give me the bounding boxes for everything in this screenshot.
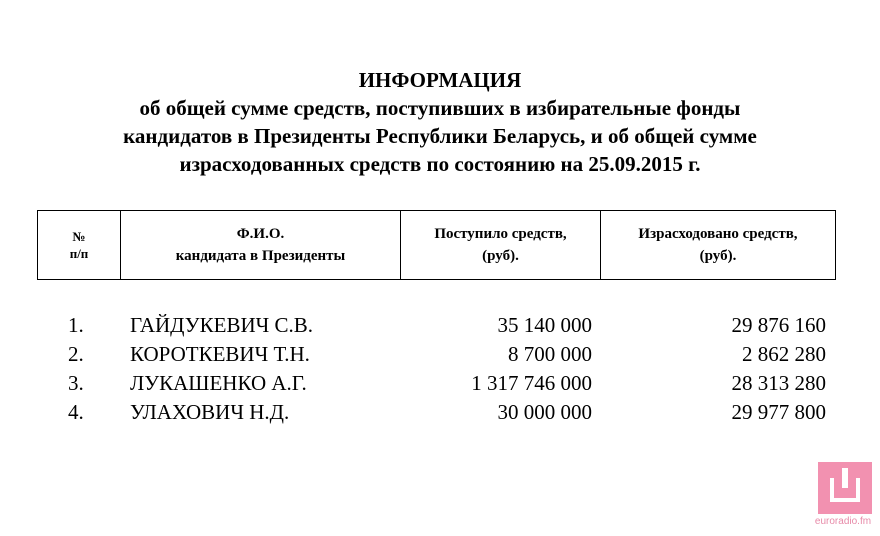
candidate-name: ЛУКАШЕНКО А.Г. — [130, 371, 307, 395]
title-line: об общей сумме средств, поступивших в избирательные фонды — [139, 96, 741, 120]
header-number: № п/п — [38, 211, 121, 280]
candidate-name: УЛАХОВИЧ Н.Д. — [130, 400, 290, 424]
row-number: 3. — [68, 371, 84, 395]
received-amount: 8 700 000 — [508, 342, 592, 366]
table-row — [0, 311, 880, 340]
row-number: 1. — [68, 313, 84, 337]
euroradio-logo-icon — [818, 462, 872, 514]
title-line: кандидатов в Президенты Республики Беларусь, и об общей сумме — [123, 124, 757, 148]
document-title — [0, 66, 880, 178]
received-amount: 30 000 000 — [497, 400, 592, 424]
candidate-name: ГАЙДУКЕВИЧ С.В. — [130, 313, 314, 337]
spent-amount: 29 977 800 — [731, 400, 826, 424]
spent-amount: 2 862 280 — [742, 342, 826, 366]
spent-amount: 29 876 160 — [731, 313, 826, 337]
title-heading: ИНФОРМАЦИЯ — [358, 68, 522, 92]
title-line: израсходованных средств по состоянию на 25.09.2015 г. — [179, 152, 701, 176]
row-number: 2. — [68, 342, 84, 366]
euroradio-logo — [812, 462, 874, 534]
received-amount: 1 317 746 000 — [471, 371, 592, 395]
spent-amount: 28 313 280 — [731, 371, 826, 395]
row-number: 4. — [68, 400, 84, 424]
header-received: Поступило средств, (руб). — [401, 211, 601, 280]
received-amount: 35 140 000 — [497, 313, 592, 337]
table-header — [37, 210, 836, 280]
header-spent: Израсходовано средств, (руб). — [601, 211, 836, 280]
watermark-text: euroradio.fm — [814, 516, 872, 527]
table-row — [0, 369, 880, 398]
table-row — [0, 398, 880, 427]
table-body — [0, 311, 880, 427]
header-name: Ф.И.О. кандидата в Президенты — [121, 211, 401, 280]
candidate-name: КОРОТКЕВИЧ Т.Н. — [130, 342, 310, 366]
table-row — [0, 340, 880, 369]
